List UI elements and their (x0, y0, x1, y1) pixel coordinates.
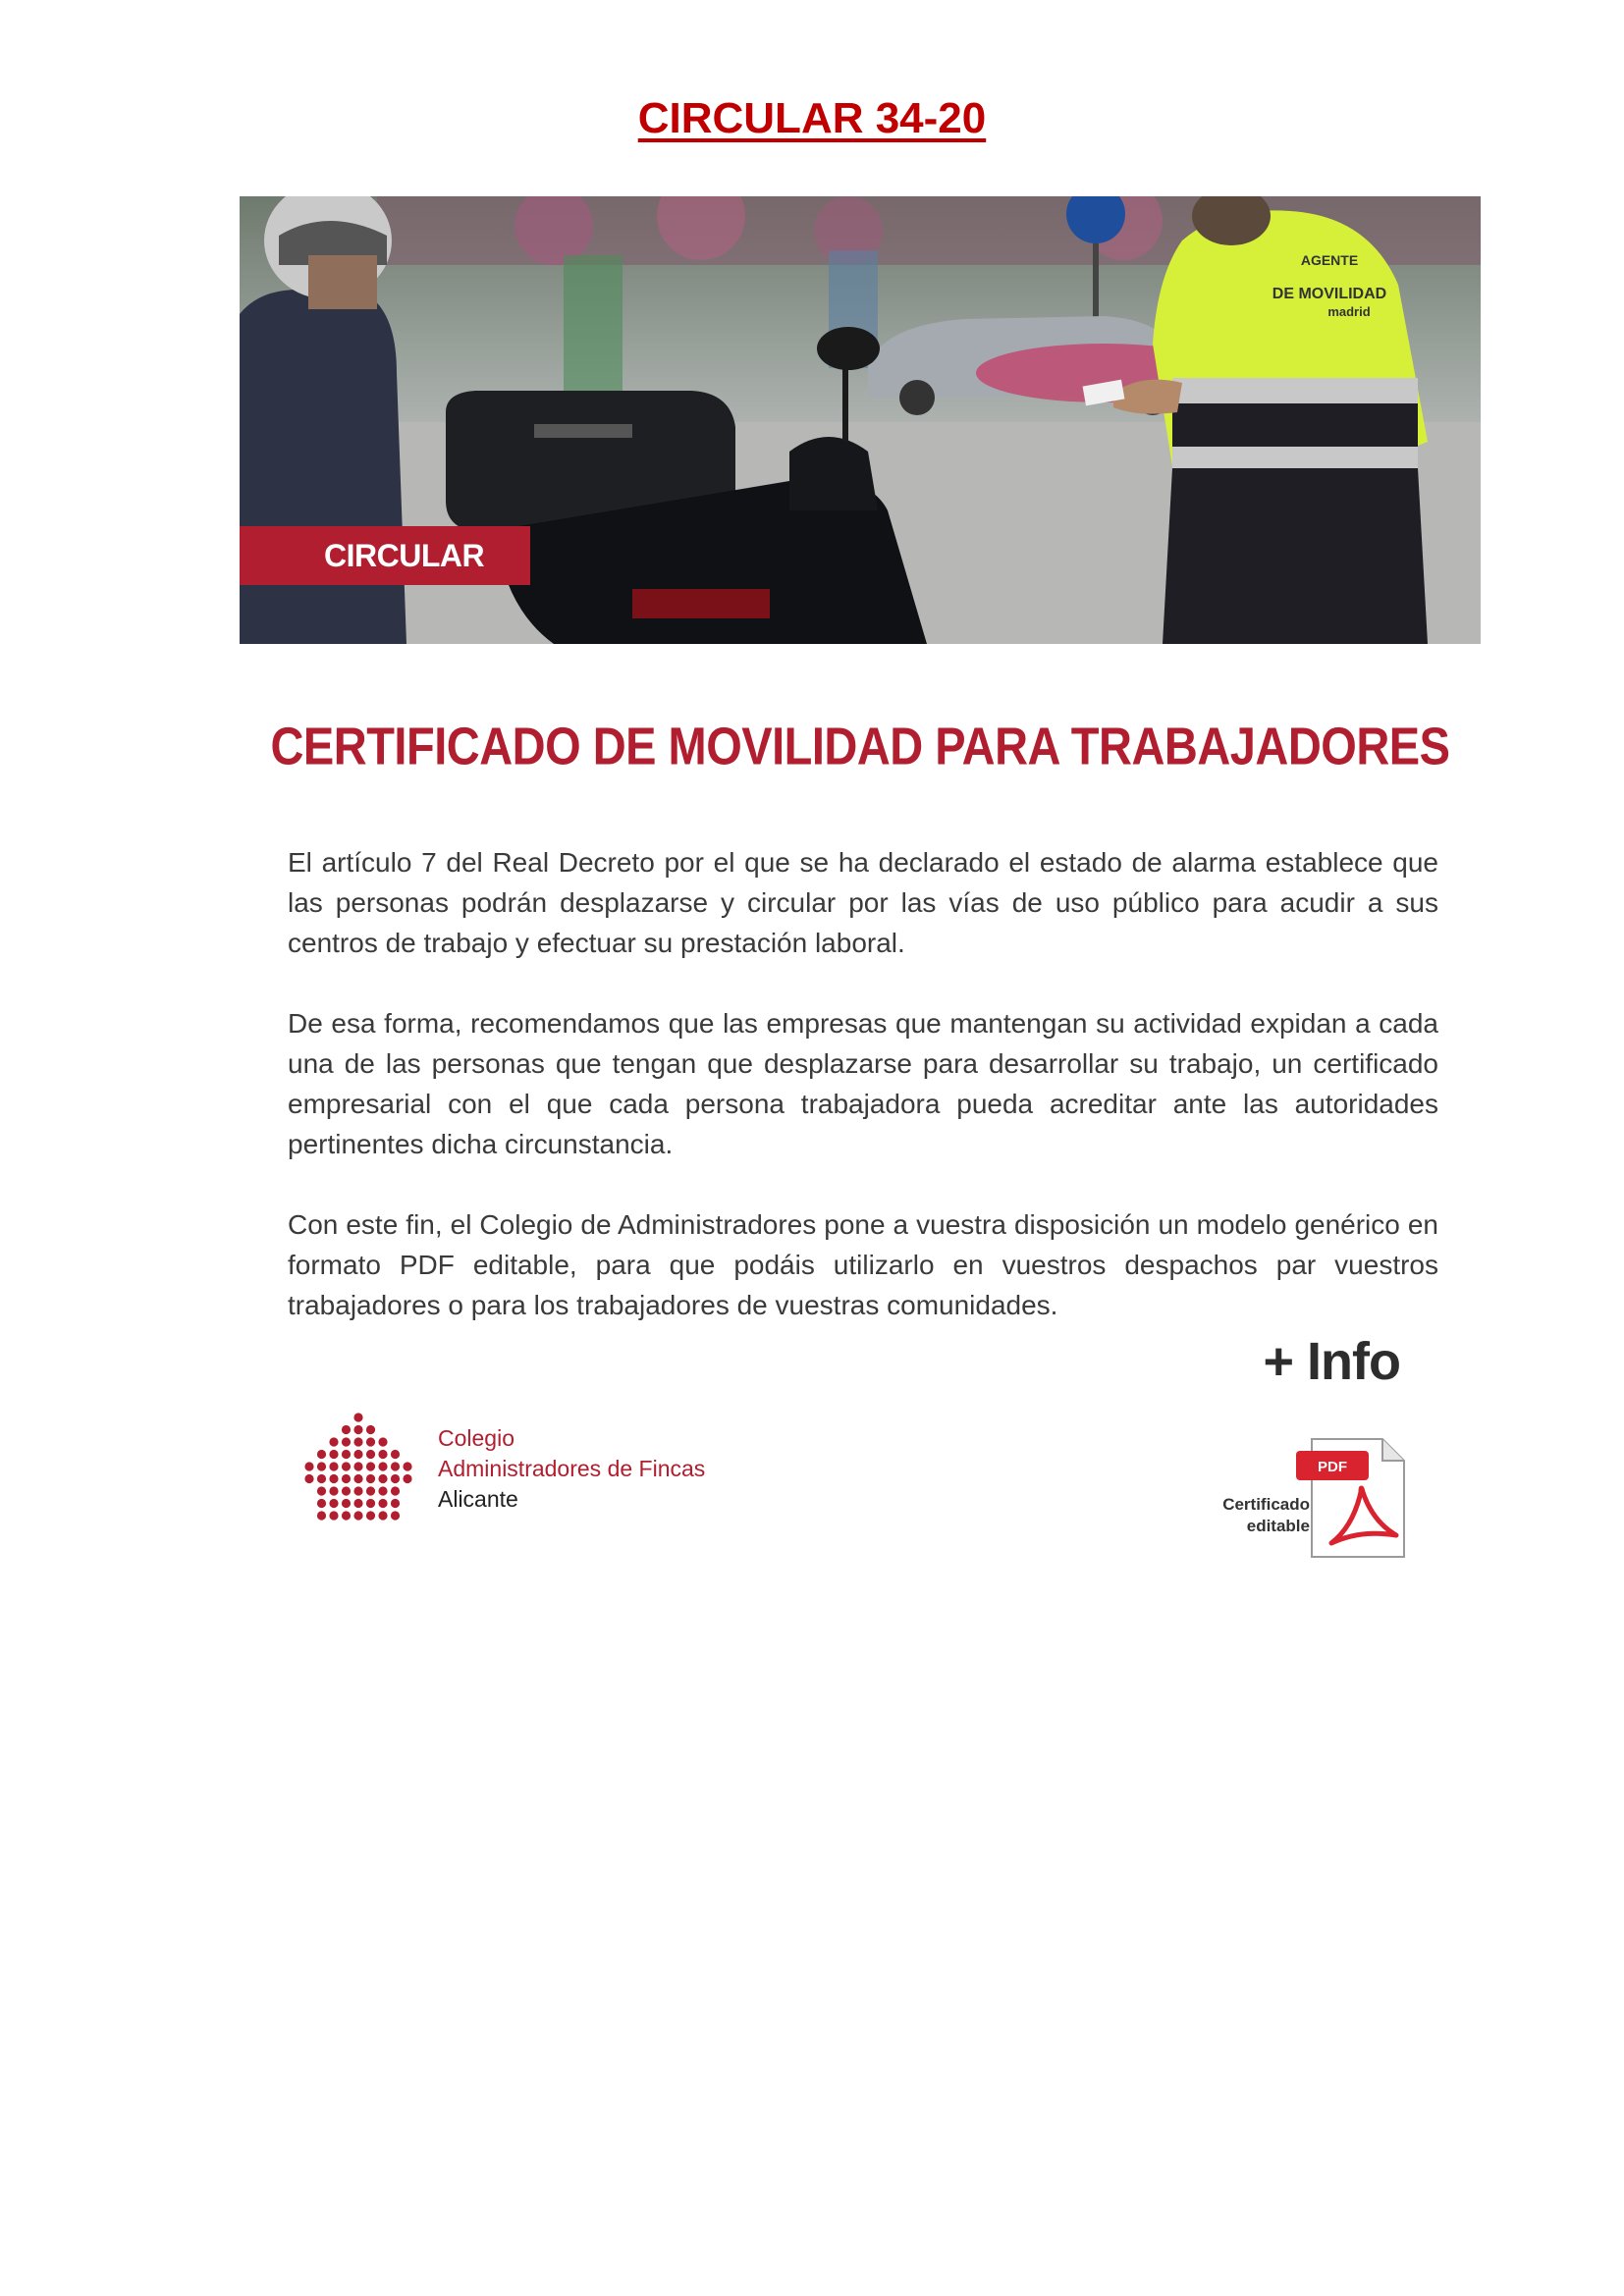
logo-dot (378, 1462, 387, 1470)
logo-dot (378, 1474, 387, 1483)
logo-dot (366, 1450, 375, 1459)
logo-text (438, 1423, 705, 1515)
logo-dot (317, 1486, 326, 1495)
logo-dot (353, 1425, 362, 1434)
logo-dot (391, 1486, 400, 1495)
article-body (288, 842, 1438, 1365)
logo-dot (366, 1462, 375, 1470)
pdf-file-icon (1292, 1433, 1410, 1561)
vest-text-3: madrid (1327, 304, 1371, 319)
logo-dot (317, 1499, 326, 1508)
article-paragraph-3: Con este fin, el Colegio de Administradores pone a vuestra disposición un modelo genérico en formato PDF editable, para que podáis utilizarlo en vuestros despachos par vuestros trabajadores o para los trabajadores de vuestras comunidades. (288, 1209, 1438, 1320)
logo-dot (342, 1462, 351, 1470)
logo-dot (378, 1511, 387, 1520)
logo-dot (342, 1486, 351, 1495)
document-title: CIRCULAR 34-20 (637, 94, 987, 142)
logo-dot (329, 1486, 338, 1495)
logo-dot (366, 1511, 375, 1520)
logo-dot (342, 1499, 351, 1508)
vest-text-1: AGENTE (1300, 252, 1359, 268)
logo-dot (317, 1474, 326, 1483)
logo-dot (329, 1450, 338, 1459)
logo-dot (366, 1486, 375, 1495)
logo-dot (378, 1450, 387, 1459)
logo-dot (353, 1413, 362, 1421)
logo-dot (317, 1450, 326, 1459)
logo-dot (391, 1511, 400, 1520)
article-paragraph-2: De esa forma, recomendamos que las empresas que mantengan su actividad expidan a cada una de las personas que tengan que desplazarse para desarrollar su trabajo, un certificado empresarial con el que cada persona trabajadora pueda acreditar ante las autoridades pertinentes dicha circunstancia. (288, 1008, 1438, 1159)
logo-dot (329, 1474, 338, 1483)
article-paragraph-1: El artículo 7 del Real Decreto por el que se ha declarado el estado de alarma establece que las personas podrán desplazarse y circular por las vías de uso público para acudir a sus centros de trabajo y efectuar su prestación laboral. (288, 847, 1438, 958)
logo-dot (304, 1462, 313, 1470)
logo-dot (366, 1437, 375, 1446)
logo-dot (329, 1437, 338, 1446)
logo-dot (378, 1437, 387, 1446)
logo-dot (353, 1486, 362, 1495)
banner-photo (240, 196, 1481, 644)
dotted-house-logo-icon (295, 1408, 422, 1535)
logo-dot (304, 1474, 313, 1483)
pdf-badge-text: PDF (1318, 1459, 1347, 1475)
logo-dot (378, 1486, 387, 1495)
article-headline: CERTIFICADO DE MOVILIDAD PARA TRABAJADORES (270, 716, 1450, 775)
logo-dot (391, 1450, 400, 1459)
logo-dot (353, 1450, 362, 1459)
logo-dot (403, 1474, 411, 1483)
logo-dot (378, 1499, 387, 1508)
pdf-certificate-download[interactable] (1184, 1433, 1420, 1571)
logo-dot (391, 1474, 400, 1483)
vest-text-2: DE MOVILIDAD (1272, 286, 1387, 302)
logo-dot (342, 1511, 351, 1520)
logo-line-alicante: Alicante (438, 1486, 518, 1512)
logo-line-administradores: Administradores de Fincas (438, 1456, 706, 1481)
logo-dot (353, 1437, 362, 1446)
more-info-link[interactable]: + Info (1263, 1332, 1400, 1391)
logo-dot (329, 1462, 338, 1470)
logo-dot (391, 1462, 400, 1470)
pdf-caption-line1: Certificado (1222, 1495, 1310, 1514)
logo-dot (353, 1499, 362, 1508)
logo-dot (366, 1425, 375, 1434)
logo-dot (403, 1462, 411, 1470)
logo-dot (353, 1462, 362, 1470)
logo-dot (342, 1474, 351, 1483)
logo-dot (329, 1499, 338, 1508)
pdf-caption (1184, 1494, 1310, 1537)
colegio-logo (295, 1408, 766, 1535)
logo-dot (366, 1499, 375, 1508)
logo-dot (329, 1511, 338, 1520)
logo-dot (317, 1511, 326, 1520)
pdf-caption-line2: editable (1246, 1517, 1310, 1535)
logo-dot (353, 1474, 362, 1483)
banner-tag: CIRCULAR (240, 526, 530, 585)
logo-line-colegio: Colegio (438, 1425, 514, 1451)
logo-dot (366, 1474, 375, 1483)
logo-dot (342, 1437, 351, 1446)
logo-dot (353, 1511, 362, 1520)
logo-dot (391, 1499, 400, 1508)
logo-dot (342, 1450, 351, 1459)
logo-dot (317, 1462, 326, 1470)
logo-dot (342, 1425, 351, 1434)
